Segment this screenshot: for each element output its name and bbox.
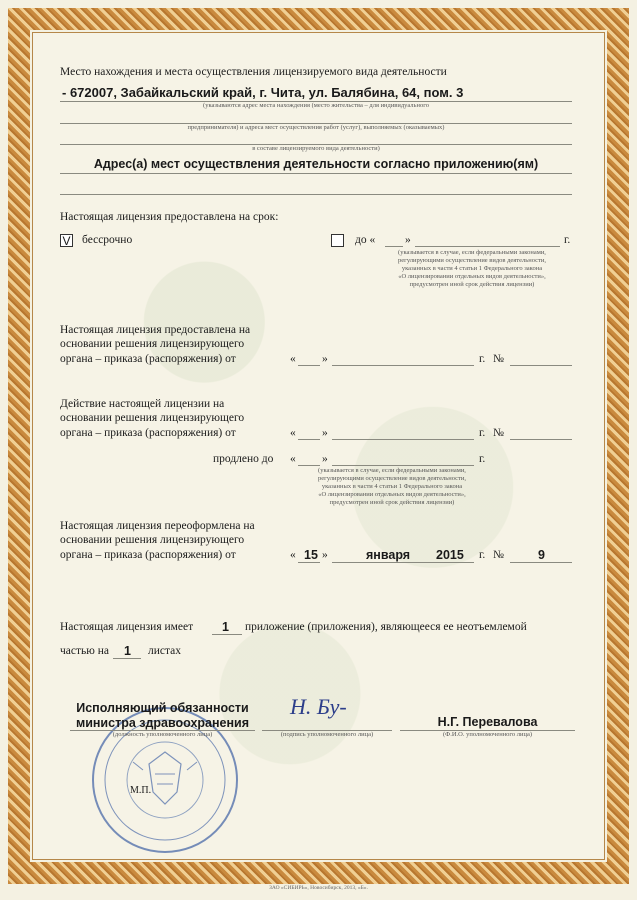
indefinite-checkbox: V [60,234,73,247]
until-quote-close: » [405,234,411,246]
appendix-prefix: Настоящая лицензия имеет [60,621,194,633]
action-number-line [510,439,572,440]
term-note-5: предусмотрен иной срок действия лицензии) [409,281,535,288]
appendix-sheets-suffix: листах [148,645,182,657]
address-hint-2: предпринимателя) и адреса мест осуществления работ (услуг), выполняемых (оказываемых) [187,124,445,131]
seal-place-label: М.П. [130,785,152,796]
signer-role-2: министра здравоохранения [75,716,250,730]
basis-line-3: органа – приказа (распоряжения) от [60,353,236,365]
basis-line-1: Настоящая лицензия предоставлена на [60,324,251,336]
term-note-4: «О лицензировании отдельных видов деятельности», [398,273,546,280]
extended-year: г. [479,453,486,465]
appendix-count: 1 [222,620,229,634]
signer-role-1: Исполняющий обязанности [76,701,249,715]
indefinite-label: бессрочно [82,234,133,246]
reissue-year: г. [479,549,486,561]
address-value: - 672007, Забайкальский край, г. Чита, ул. Балябина, 64, пом. 3 [62,85,464,100]
reissue-quote-close: » [322,549,328,561]
appendix-suffix: приложение (приложения), являющееся ее неотъемлемой [245,621,527,633]
action-line-1: Действие настоящей лицензии на [60,398,225,410]
term-note-3: указанных в части 4 статьи 1 Федерального закона [401,265,543,272]
reissue-line-3: органа – приказа (распоряжения) от [60,549,236,561]
signature-hint: (подпись уполномоченного лица) [280,731,374,738]
extended-day-line [298,465,320,466]
action-year: г. [479,427,486,439]
address-hint-1: (указываются адрес места нахождения (место жительства – для индивидуального [203,102,429,109]
extended-note-4: «О лицензировании отдельных видов деятельности», [318,491,466,498]
appendix-count-line [212,634,242,635]
action-quote-open: « [290,427,296,439]
role-hint: (должность уполномоченного лица) [112,731,213,738]
action-num: № [493,427,504,439]
action-line-3: органа – приказа (распоряжения) от [60,427,236,439]
reissue-number: 9 [538,548,545,562]
until-year-suffix: г. [564,234,571,246]
term-note-1: (указывается в случае, если федеральными законами, [398,249,546,256]
addresses-appendix: Адрес(а) мест осуществления деятельности согласно приложению(ям) [93,157,539,171]
action-day-line [298,439,320,440]
extended-note-1: (указывается в случае, если федеральными законами, [318,467,466,474]
blank-line [60,194,572,195]
action-quote-close: » [322,427,328,439]
reissue-line-1: Настоящая лицензия переоформлена на [60,520,255,532]
extended-note-5: предусмотрен иной срок действия лицензии) [329,499,455,506]
appendix-sheets-line [113,658,141,659]
appendix-sheets: 1 [124,644,131,658]
reissue-day-line [298,562,320,563]
name-hint: (Ф.И.О. уполномоченного лица) [442,731,533,738]
until-month-line [415,246,560,247]
basis-quote-close: » [322,353,328,365]
basis-year: г. [479,353,486,365]
basis-line-2: основании решения лицензирующего [60,338,245,350]
reissue-number-line [510,562,572,563]
handwritten-signature: Н. Бу- [290,694,347,719]
term-date-checkbox [331,234,344,247]
signer-name: Н.Г. Перевалова [437,715,538,729]
basis-number-line [510,365,572,366]
reissue-line-2: основании решения лицензирующего [60,534,245,546]
until-prefix: до « [355,234,376,246]
reissue-quote-open: « [290,549,296,561]
extended-label: продлено до [213,453,274,465]
reissue-num: № [493,549,504,561]
appendix-line [60,173,572,174]
basis-day-line [298,365,320,366]
extended-note-2: регулирующими осуществление видов деятельности, [318,475,466,482]
extended-note-3: указанных в части 4 статьи 1 Федерального закона [321,483,463,490]
reissue-month-line [332,562,474,563]
place-label: Место нахождения и места осуществления лицензируемого вида деятельности [60,66,447,78]
reissue-year-value: 2015 [436,548,464,562]
action-line-2: основании решения лицензирующего [60,412,245,424]
printer-imprint: ЗАО «СИБИРЬ», Новосибирск, 2013, «Б». [269,885,368,891]
action-month-line [332,439,474,440]
term-label: Настоящая лицензия предоставлена на срок: [60,211,279,223]
basis-num: № [493,353,504,365]
basis-month-line [332,365,474,366]
address-hint-3: в составе лицензируемого вида деятельности) [252,145,380,152]
basis-quote-open: « [290,353,296,365]
appendix-part-prefix: частью на [60,645,109,657]
term-note-2: регулирующими осуществление видов деятельности, [398,257,546,264]
extended-month-line [332,465,474,466]
extended-quote-close: » [322,453,328,465]
extended-quote-open: « [290,453,296,465]
reissue-day: 15 [304,548,318,562]
until-day-line [385,246,403,247]
reissue-month: января [366,548,411,562]
